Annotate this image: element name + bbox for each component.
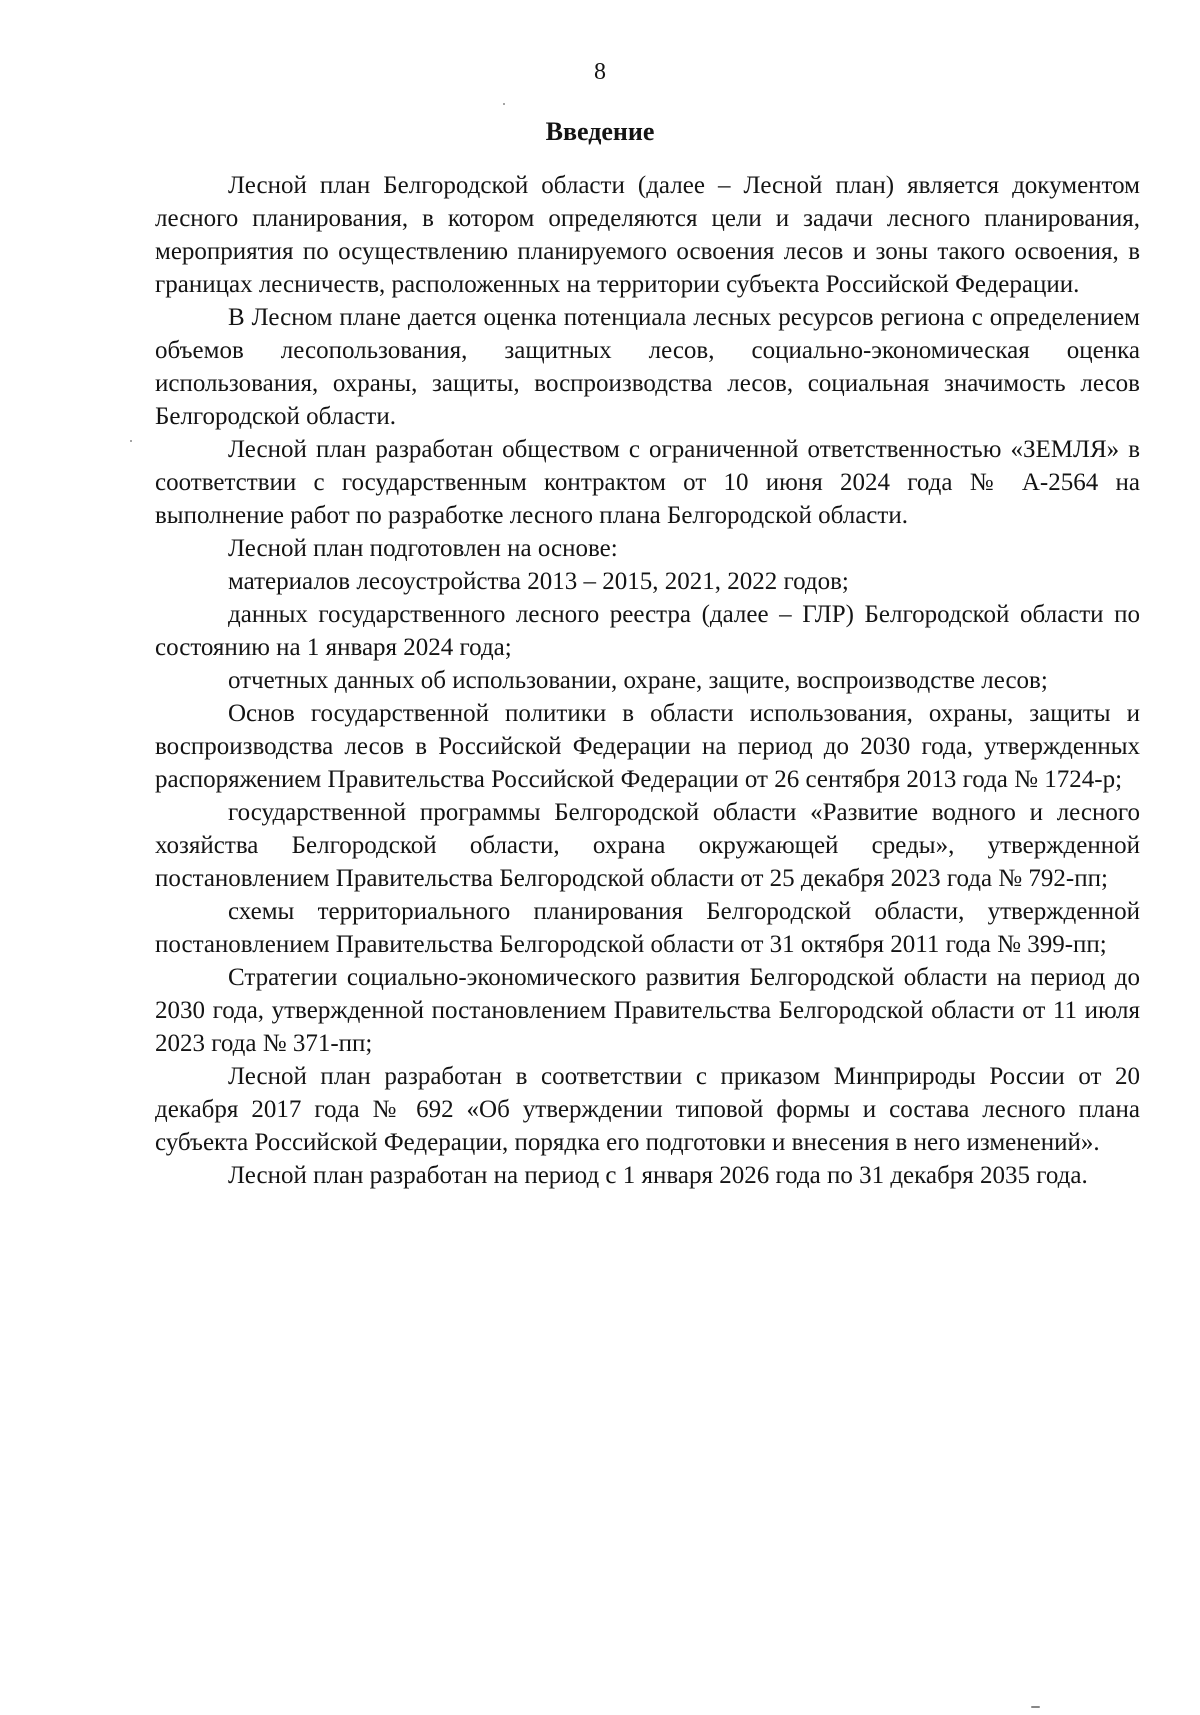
document-body xyxy=(155,169,1140,1192)
paragraph-basis-intro: Лесной план подготовлен на основе: xyxy=(228,535,618,562)
page-number: 8 xyxy=(594,59,606,85)
paragraph-basis-item: схемы территориального планирования Белгородской области, утвержденной постановлением Правительства Белгородской области от 31 октября 2011 года № 399-пп; xyxy=(155,898,1140,958)
scan-speck xyxy=(1031,1706,1040,1708)
scan-speck xyxy=(130,440,132,442)
scan-speck xyxy=(503,103,505,105)
paragraph-basis-item: Основ государственной политики в области использования, охраны, защиты и воспроизводства лесов в Российской Федерации на период до 2030 года, утвержденных распоряжением Правительства Российской Федерации от 26 сентября 2013 года № 1724-р; xyxy=(155,700,1140,793)
paragraph-basis-item: Стратегии социально-экономического развития Белгородской области на период до 2030 года, утвержденной постановлением Правительства Белгородской области от 11 июля 2023 года № 371-пп; xyxy=(155,964,1140,1057)
paragraph-basis-item: данных государственного лесного реестра (далее – ГЛР) Белгородской области по состоянию на 1 января 2024 года; xyxy=(155,601,1140,661)
section-heading: Введение xyxy=(545,117,655,146)
paragraph-basis-item: государственной программы Белгородской области «Развитие водного и лесного хозяйства Белгородской области, охрана окружающей среды», утвержденной постановлением Правительства Белгородской области от 25 декабря 2023 года № 792-пп; xyxy=(155,799,1140,892)
paragraph-order-reference: Лесной план разработан в соответствии с приказом Минприроды России от 20 декабря 2017 года № 692 «Об утверждении типовой формы и состава лесного плана субъекта Российской Федерации, порядка его подготовки и внесения в него изменений». xyxy=(155,1063,1140,1156)
paragraph-developer: Лесной план разработан обществом с ограниченной ответственностью «ЗЕМЛЯ» в соответствии с государственным контрактом от 10 июня 2024 года № А-2564 на выполнение работ по разработке лесного плана Белгородской области. xyxy=(155,436,1140,529)
paragraph-basis-item: материалов лесоустройства 2013 – 2015, 2021, 2022 годов; xyxy=(228,568,849,595)
paragraph-basis-item: отчетных данных об использовании, охране, защите, воспроизводстве лесов; xyxy=(228,667,1048,694)
paragraph-intro: Лесной план Белгородской области (далее – Лесной план) является документом лесного планирования, в котором определяются цели и задачи лесного планирования, мероприятия по осуществлению планируемого освоения лесов и зоны такого освоения, в границах лесничеств, расположенных на территории субъекта Российской Федерации. xyxy=(155,172,1140,298)
paragraph-assessment: В Лесном плане дается оценка потенциала лесных ресурсов региона с определением объемов лесопользования, защитных лесов, социально-экономическая оценка использования, охраны, защиты, воспроизводства лесов, социальная значимость лесов Белгородской области. xyxy=(155,304,1140,430)
paragraph-plan-period: Лесной план разработан на период с 1 января 2026 года по 31 декабря 2035 года. xyxy=(228,1162,1088,1189)
